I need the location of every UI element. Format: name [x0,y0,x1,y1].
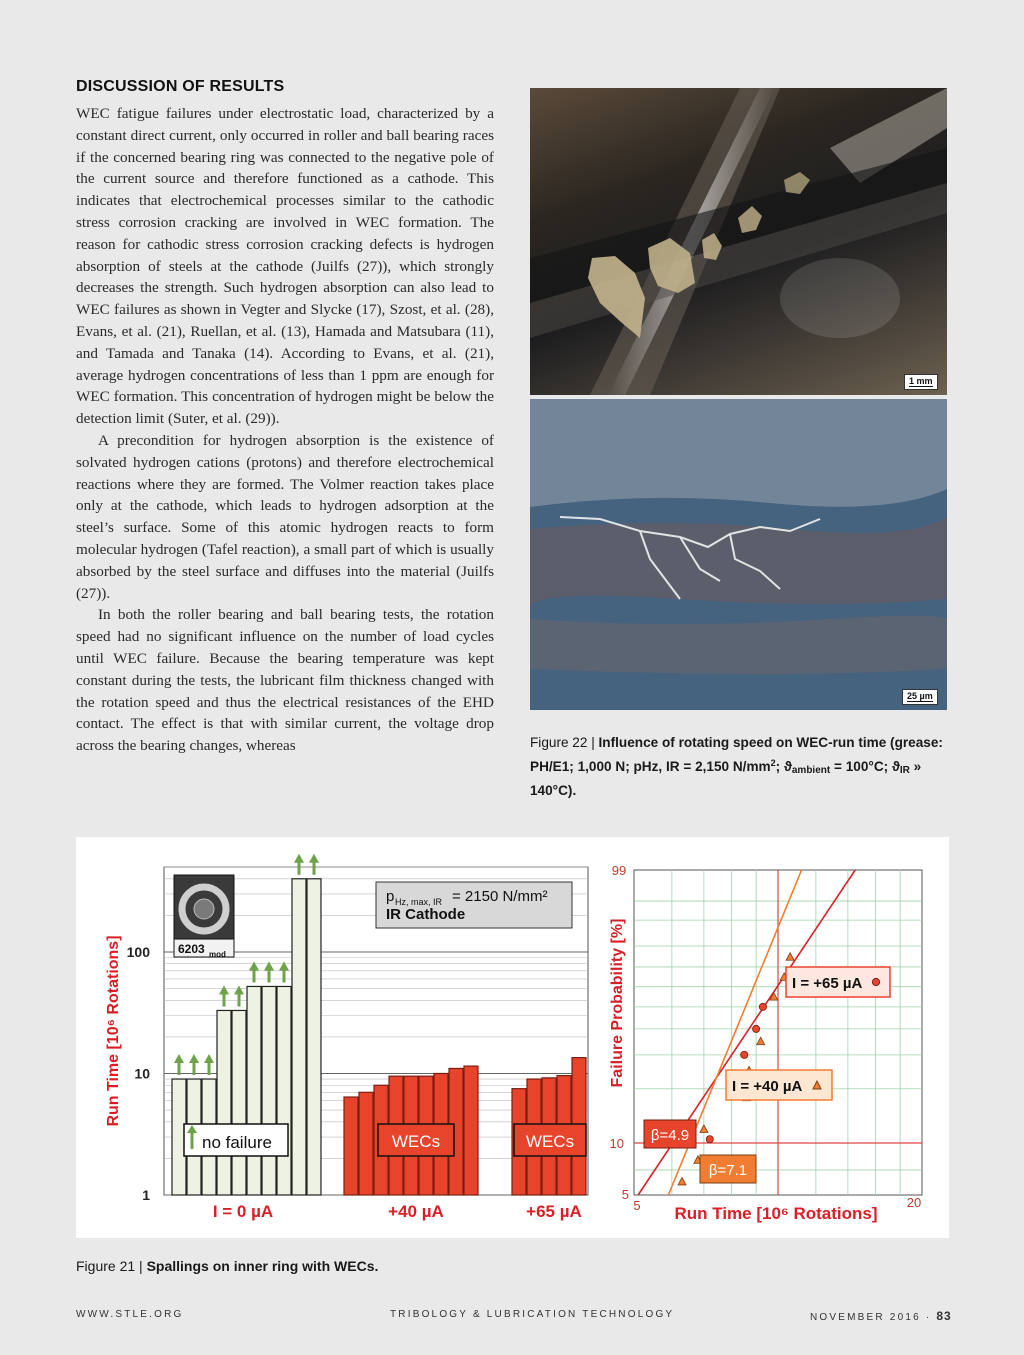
figure-22-sub-ir: IR [899,765,910,776]
weibull-x-axis-title: Run Time [10⁶ Rotations] [674,1204,878,1223]
bar [247,986,261,1195]
bar [217,1010,231,1195]
figure-22-label: Figure 22 [530,735,588,750]
paragraph-1: WEC fatigue failures under electrostatic load, characterized by a constant direct current, only occurred in roller and ball bearing races if the concerned bearing ring was connected to the negative pole of the current source and therefore functioned as a cathode. This indicates that electrochemical processes similar to the cathodic stress corrosion cracking are involved in WEC formation. The reason for cathodic stress corrosion cracking defects is hydrogen absorption of steels at the cathode (Juilfs (27)), which strongly decreases the strength. Such hydrogen absorption can also lead to WEC failures as shown in Vegter and Slycke (17), Szost, et al. (28), Evans, et al. (21), Ruellan, et al. (13), Hamada and Matsubara (11), and Tamada and Tanaka (14). According to Evans, et al. (21), average hydrogen concentrations of less than 1 ppm are enough for WEC formation. This concentration of hydrogen might be below the detection limit (Suter, et al. (29)). [76,105,494,428]
bar-y-tick-label: 100 [126,943,150,960]
bearing-race-photo [530,88,947,395]
wecs-label-65: WECs [525,1132,575,1151]
weibull-y-tick-99: 99 [611,863,627,878]
bar-legend-cathode: IR Cathode [386,906,466,923]
weibull-y-axis-title: Failure Probability [%] [609,918,626,1088]
wec-micrograph-photo [530,399,947,710]
weibull-x-tick-20: 20 [906,1195,922,1210]
bar [464,1066,478,1195]
legend-40-label: I = +40 µA [732,1078,803,1095]
paragraph-3: In both the roller bearing and ball bearing tests, the rotation speed had no significant influence on the number of load cycles until WEC failure. Because the bearing temperature was kept constant during the tests, the lubricant film thickness changed with the rotation speed and thus the electrical resistances of the EHD contact. The effect is that with similar current, the voltage drop across the bearing changes, whereas [76,606,494,755]
bar-y-tick-label: 10 [134,1065,150,1082]
wecs-label-40: WECs [391,1132,441,1151]
bar [292,879,306,1195]
page-number: 83 [936,1309,952,1323]
figure-22-text-b: ; ϑ [775,759,792,774]
bar-group-label: +40 µA [388,1202,444,1221]
bearing-label-sub: mod [209,950,226,959]
point-65 [759,1003,766,1010]
point-65 [753,1025,760,1032]
weibull-y-tick-5: 5 [621,1187,629,1202]
point-65 [741,1051,748,1058]
beta-65-label: β=4.9 [650,1127,690,1144]
bar-y-tick-label: 1 [142,1187,150,1203]
figure-21-text: Spallings on inner ring with WECs. [146,1258,379,1274]
legend-65-marker [872,978,879,985]
bar-group-label: +65 µA [526,1202,582,1221]
figure-22-caption [530,733,950,801]
footer-publication: TRIBOLOGY & LUBRICATION TECHNOLOGY [390,1309,675,1320]
figure-22-sep: | [591,735,595,750]
scale-bar-1mm: 1 mm [904,374,938,390]
bar-up-arrow-head [294,854,304,863]
figure-21-charts [76,837,949,1238]
bar [262,986,276,1195]
bar [359,1092,373,1195]
figure-22-sup: 2 [770,758,776,768]
scale-bar-25um: 25 µm [902,689,938,705]
figure-21-caption [76,1258,378,1274]
bearing-label: 6203 [178,942,205,956]
footer-website: WWW.STLE.ORG [76,1309,184,1320]
weibull-x-tick-5: 5 [633,1198,641,1213]
figure-22-text-c: = 100°C; ϑ [830,759,900,774]
bar [307,879,321,1195]
weibull-y-tick-10: 10 [609,1135,624,1151]
figure-22-sub-ambient: ambient [791,765,831,776]
figure-21-chart-panel [76,837,949,1238]
footer-month: NOVEMBER 2016 [810,1312,921,1323]
footer-dot: · [925,1312,932,1323]
legend-65-label: I = +65 µA [792,975,863,992]
figure-22-text-a: Influence of rotating speed on WEC-run time (grease: PH/E1; 1,000 N; pHz, IR = 2,150 N/mm [530,735,943,774]
bar [277,986,291,1195]
bar-legend-p: p [386,888,395,905]
beta-40-label: β=7.1 [708,1162,748,1179]
figure-22-text-d: » 140°C). [530,759,922,798]
bar-legend-pressure: = 2150 N/mm² [452,888,548,905]
no-failure-label: no failure [202,1133,272,1152]
figure-21-sep: | [139,1258,143,1274]
bar-up-arrow-head [309,854,319,863]
figure-21-label: Figure 21 [76,1258,136,1274]
bar [344,1097,358,1195]
paragraph-2: A precondition for hydrogen absorption is the existence of solvated hydrogen cations (protons) and therefore electrochemical reactions where they are formed. The Volmer reaction takes place only at the cathode, which leads to hydrogen adsorption at the steel’s surface. Some of this atomic hydrogen reacts to form molecular hydrogen (Tafel reaction), a small part of which is usually absorbed by the steel surface and diffuses into the material (Juilfs (27)). [76,431,494,602]
wec-micrograph-image [530,399,947,710]
bar-legend-sub: Hz, max, IR [395,897,443,907]
bearing-icon-inner [194,899,214,919]
bar [232,1010,246,1195]
article-body [76,103,494,757]
point-65 [706,1136,713,1143]
bar-y-axis-title: Run Time [10⁶ Rotations] [105,935,122,1127]
section-heading: DISCUSSION OF RESULTS [76,78,285,95]
footer-date [810,1309,952,1323]
bearing-race-image [530,88,947,395]
bar-group-label: I = 0 µA [212,1202,274,1221]
